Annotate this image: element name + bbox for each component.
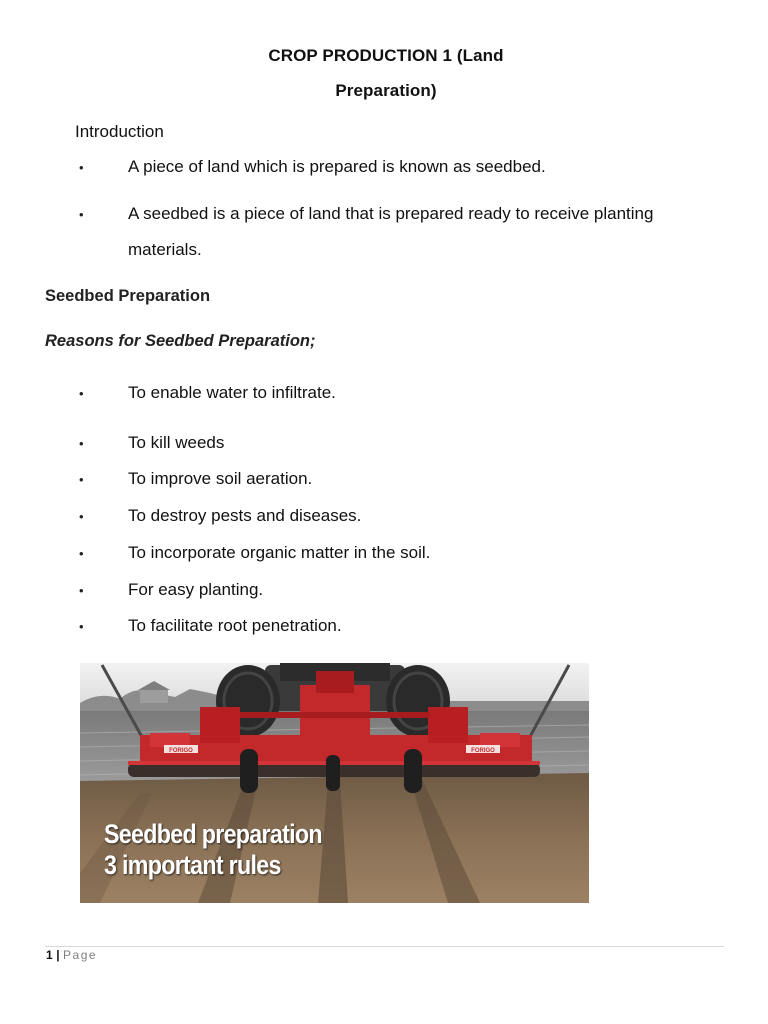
document-title-line-2: Preparation) [335, 81, 437, 100]
bullet-icon: • [79, 546, 84, 561]
bullet-icon: • [79, 436, 84, 451]
seedbed-preparation-image [80, 663, 589, 903]
bullet-icon: • [79, 386, 84, 401]
reason-text: To kill weeds [128, 433, 225, 452]
bullet-icon: • [79, 619, 84, 634]
introduction-heading: Introduction [75, 122, 164, 141]
page-label: Page [63, 948, 98, 962]
brand-label-left: FORIGO [169, 748, 193, 754]
page-number: 1 [46, 948, 55, 962]
subsection-heading: Reasons for Seedbed Preparation; [45, 332, 316, 350]
reason-text: To facilitate root penetration. [128, 616, 342, 635]
image-caption-line-1: Seedbed preparation [104, 819, 322, 849]
reason-text: To enable water to infiltrate. [128, 383, 336, 402]
reason-text: For easy planting. [128, 580, 264, 599]
intro-bullet-text: A seedbed is a piece of land that is prepared ready to receive planting materials. [128, 204, 654, 259]
reason-text: To improve soil aeration. [128, 469, 313, 488]
reason-text: To destroy pests and diseases. [128, 506, 362, 525]
reason-text: To incorporate organic matter in the soil. [128, 543, 431, 562]
intro-bullet-text: A piece of land which is prepared is known as seedbed. [128, 157, 546, 176]
image-caption-overlay [104, 819, 322, 881]
bullet-icon: • [79, 160, 84, 175]
page-footer [46, 948, 97, 962]
image-caption-line-2: 3 important rules [104, 850, 281, 880]
footer-separator: | [56, 948, 62, 962]
bullet-icon: • [79, 583, 84, 598]
section-heading: Seedbed Preparation [45, 287, 211, 305]
footer-divider [45, 946, 724, 947]
document-title-line-1: CROP PRODUCTION 1 (Land [268, 46, 504, 65]
bullet-icon: • [79, 472, 84, 487]
bullet-icon: • [79, 509, 84, 524]
brand-label-right: FORIGO [471, 748, 495, 754]
bullet-icon: • [79, 207, 84, 222]
